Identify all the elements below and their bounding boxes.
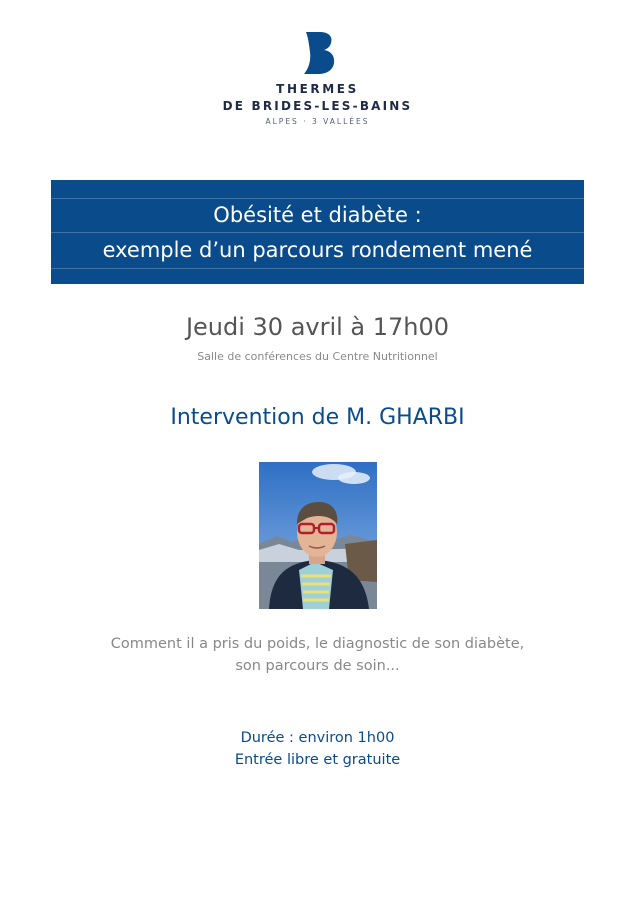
event-venue: Salle de conférences du Centre Nutritionnel <box>197 350 438 363</box>
event-description <box>0 633 635 677</box>
description-line1: Comment il a pris du poids, le diagnostic de son diabète, <box>110 636 525 652</box>
speaker-heading: Intervention de M. GHARBI <box>170 405 465 430</box>
logo-line3: ALPES · 3 VALLÉES <box>265 117 370 126</box>
banner-rule <box>51 268 584 269</box>
logo-line1: THERMES <box>276 82 359 96</box>
entry-text: Entrée libre et gratuite <box>234 752 401 768</box>
banner-title-line2: exemple d’un parcours rondement mené <box>102 238 533 262</box>
banner-rule <box>51 198 584 199</box>
title-banner <box>51 180 584 284</box>
speaker-photo <box>259 462 377 609</box>
b-monogram-icon <box>298 30 338 76</box>
description-line2: son parcours de soin... <box>235 658 400 674</box>
logo <box>0 30 635 126</box>
event-date: Jeudi 30 avril à 17h00 <box>185 313 450 341</box>
banner-rule <box>51 232 584 233</box>
logo-line2: DE BRIDES-LES-BAINS <box>222 99 413 113</box>
duration-text: Durée : environ 1h00 <box>240 730 395 746</box>
event-info <box>0 727 635 771</box>
banner-title-line1: Obésité et diabète : <box>213 203 422 227</box>
